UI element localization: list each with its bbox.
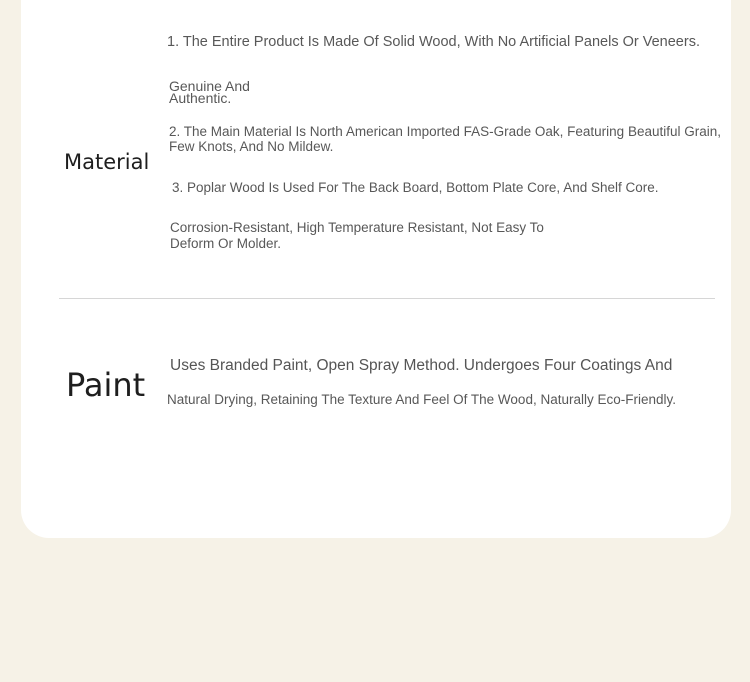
paint-line-1: Uses Branded Paint, Open Spray Method. Undergoes Four Coatings And (170, 357, 673, 374)
material-line-3: 2. The Main Material Is North American Imported FAS-Grade Oak, Featuring Beautiful Grain, Few Knots, And No Mildew. (169, 124, 721, 154)
material-line-1: 1. The Entire Product Is Made Of Solid Wood, With No Artificial Panels Or Veneers. (167, 34, 700, 50)
material-line-4: 3. Poplar Wood Is Used For The Back Board, Bottom Plate Core, And Shelf Core. (172, 180, 659, 195)
paint-label: Paint (66, 366, 146, 404)
material-line-5: Corrosion-Resistant, High Temperature Resistant, Not Easy To Deform Or Molder. (170, 220, 544, 251)
section-divider (59, 298, 715, 299)
paint-line-2: Natural Drying, Retaining The Texture And Feel Of The Wood, Naturally Eco-Friendly. (167, 392, 676, 407)
material-label: Material (64, 150, 150, 174)
spec-card (21, 0, 731, 538)
material-line-2: Genuine And Authentic. (169, 78, 250, 106)
